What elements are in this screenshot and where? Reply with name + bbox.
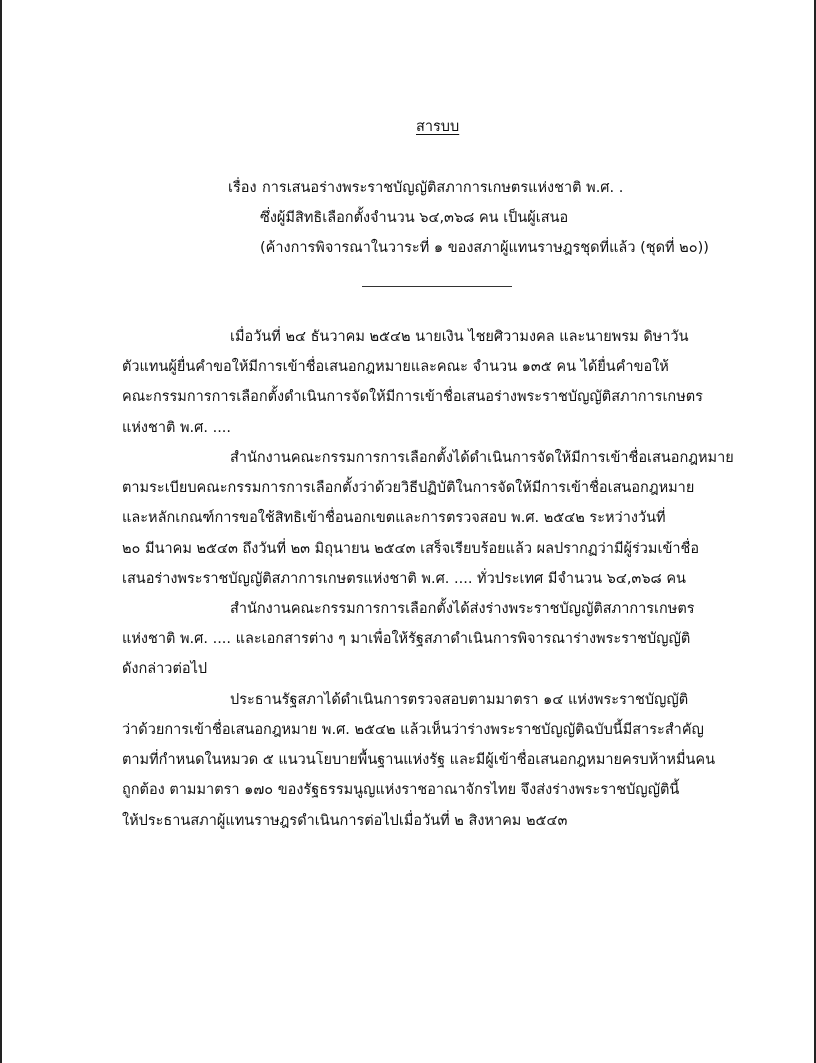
subject-line-1: การเสนอร่างพระราชบัญญัติสภาการเกษตรแห่งชาติ พ.ศ. . [262,180,624,196]
subject-label: เรื่อง [228,180,257,196]
paragraph-4-line-4: ถูกต้อง ตามมาตรา ๑๗๐ ของรัฐธรรมนูญแห่งราชอาณาจักรไทย จึงส่งร่างพระราชบัญญัตินี้ [122,782,680,798]
paragraph-1-line-2: ตัวแทนผู้ยื่นคำขอให้มีการเข้าชื่อเสนอกฎหมายและคณะ จำนวน ๑๓๕ คน ได้ยื่นคำขอให้ [122,359,669,375]
paragraph-3-line-1: สำนักงานคณะกรรมการการเลือกตั้งได้ส่งร่างพระราชบัญญัติสภาการเกษตร [230,601,695,617]
document-title: สารบบ [416,119,460,135]
paragraph-1-line-1: เมื่อวันที่ ๒๔ ธันวาคม ๒๕๔๒ นายเงิน ไชยศิวามงคล และนายพรม ดิษาวัน [230,329,689,345]
paragraph-2-line-1: สำนักงานคณะกรรมการการเลือกตั้งได้ดำเนินการจัดให้มีการเข้าชื่อเสนอกฎหมาย [230,450,734,466]
paragraph-2-line-2: ตามระเบียบคณะกรรมการการเลือกตั้งว่าด้วยวิธีปฏิบัติในการจัดให้มีการเข้าชื่อเสนอกฎหมาย [122,480,695,496]
paragraph-4-line-3: ตามที่กำหนดในหมวด ๕ แนวนโยบายพื้นฐานแห่งรัฐ และมีผู้เข้าชื่อเสนอกฎหมายครบห้าหมื่นคน [122,752,716,768]
paragraph-3-line-2: แห่งชาติ พ.ศ. .... และเอกสารต่าง ๆ มาเพื่อให้รัฐสภาดำเนินการพิจารณาร่างพระราชบัญญัติ [122,631,691,647]
paragraph-3-line-3: ดังกล่าวต่อไป [122,661,208,677]
paragraph-1-line-3: คณะกรรมการการเลือกตั้งดำเนินการจัดให้มีการเข้าชื่อเสนอร่างพระราชบัญญัติสภาการเกษตร [122,389,703,405]
paragraph-4-line-2: ว่าด้วยการเข้าชื่อเสนอกฎหมาย พ.ศ. ๒๕๔๒ แล้วเห็นว่าร่างพระราชบัญญัติฉบับนี้มีสาระสำคัญ [122,722,704,738]
paragraph-2-line-5: เสนอร่างพระราชบัญญัติสภาการเกษตรแห่งชาติ พ.ศ. .... ทั่วประเทศ มีจำนวน ๖๔,๓๖๘ คน [122,571,686,587]
subject-line-2: ซึ่งผู้มีสิทธิเลือกตั้งจำนวน ๖๔,๓๖๘ คน เป็นผู้เสนอ [260,210,569,226]
separator-rule [362,286,512,287]
paragraph-2-line-4: ๒๐ มีนาคม ๒๕๔๓ ถึงวันที่ ๒๓ มิถุนายน ๒๕๔๓ เสร็จเรียบร้อยแล้ว ผลปรากฏว่ามีผู้ร่วมเข้าชื่อ [122,541,700,557]
paragraph-1-line-4: แห่งชาติ พ.ศ. .... [122,420,232,436]
scan-left-edge [0,0,2,1063]
paragraph-4-line-1: ประธานรัฐสภาได้ดำเนินการตรวจสอบตามมาตรา ๑๔ แห่งพระราชบัญญัติ [230,692,689,708]
paragraph-4-line-5: ให้ประธานสภาผู้แทนราษฎรดำเนินการต่อไปเมื่อวันที่ ๒ สิงหาคม ๒๕๔๓ [122,813,568,829]
paragraph-2-line-3: และหลักเกณฑ์การขอใช้สิทธิเข้าชื่อนอกเขตและการตรวจสอบ พ.ศ. ๒๕๔๒ ระหว่างวันที่ [122,510,666,526]
subject-line-3: (ค้างการพิจารณาในวาระที่ ๑ ของสภาผู้แทนราษฎรชุดที่แล้ว (ชุดที่ ๒๐)) [260,240,709,256]
